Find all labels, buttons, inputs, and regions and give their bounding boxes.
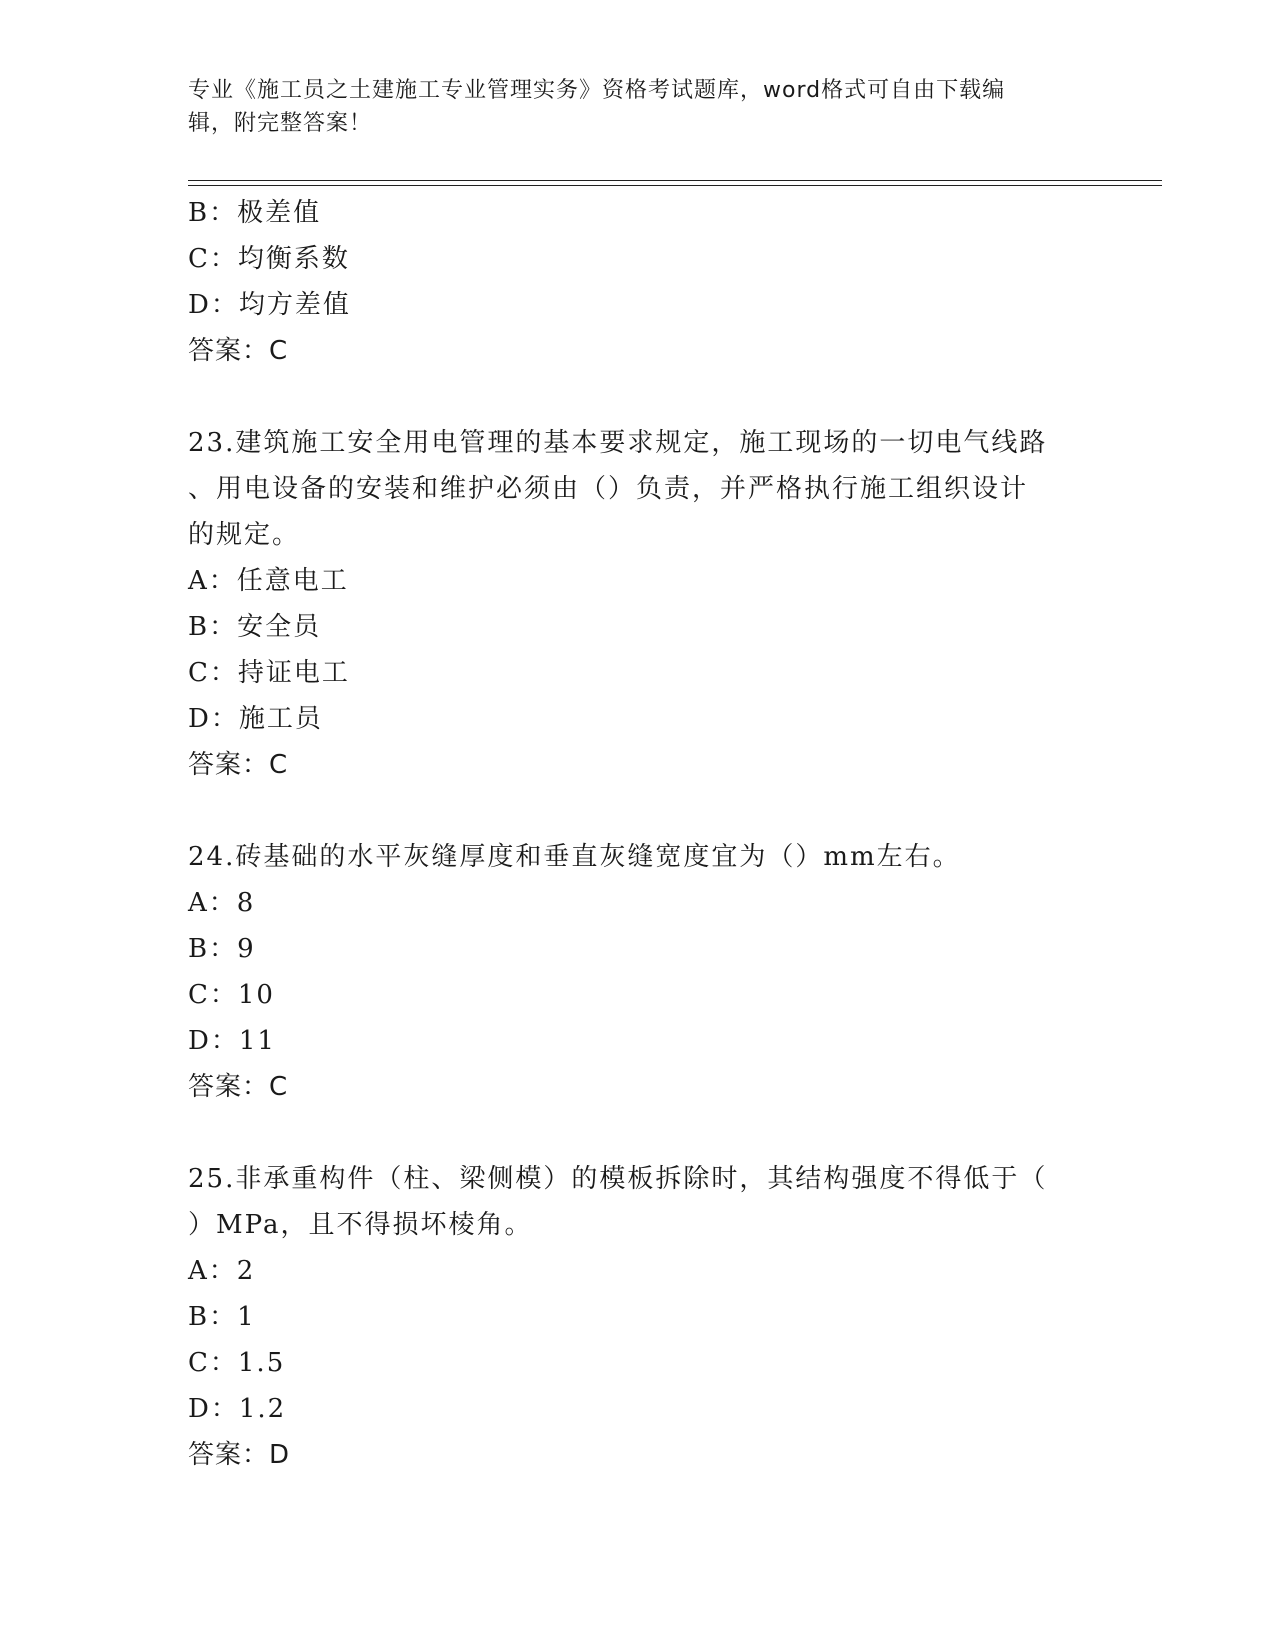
option-c: C：1.5 (188, 1348, 286, 1378)
question-text-line: 25.非承重构件（柱、梁侧模）的模板拆除时，其结构强度不得低于（ (188, 1164, 1048, 1194)
spacer (188, 788, 1088, 834)
answer-line: 答案：D (188, 1440, 291, 1470)
spacer (188, 374, 1088, 420)
spacer (188, 1110, 1088, 1156)
option-a: A：2 (188, 1256, 256, 1286)
option-d: D：均方差值 (188, 290, 351, 320)
option-a: A：8 (188, 888, 256, 918)
option-c: C：均衡系数 (188, 244, 350, 274)
question-23 (188, 420, 1088, 788)
option-d: D：1.2 (188, 1394, 287, 1424)
option-b: B：极差值 (188, 198, 322, 228)
option-b: B：9 (188, 934, 256, 964)
question-text-line: ）MPa，且不得损坏棱角。 (188, 1210, 533, 1240)
answer-line: 答案：C (188, 1072, 289, 1102)
question-text-line: 的规定。 (188, 520, 301, 550)
question-text-line: 23.建筑施工安全用电管理的基本要求规定，施工现场的一切电气线路 (188, 428, 1048, 458)
answer-line: 答案：C (188, 750, 289, 780)
option-c: C：持证电工 (188, 658, 350, 688)
document-header (188, 74, 1068, 140)
option-a: A：任意电工 (188, 566, 349, 596)
header-line-1: 专业《施工员之土建施工专业管理实务》资格考试题库，word格式可自由下载编 (188, 78, 1006, 103)
question-text-line: 24.砖基础的水平灰缝厚度和垂直灰缝宽度宜为（）mm左右。 (188, 842, 961, 872)
option-d: D：11 (188, 1026, 276, 1056)
question-list (188, 190, 1088, 1478)
option-c: C：10 (188, 980, 275, 1010)
header-divider-top (188, 180, 1162, 181)
answer-line: 答案：C (188, 336, 289, 366)
question-25 (188, 1156, 1088, 1478)
option-b: B：安全员 (188, 612, 322, 642)
question-24 (188, 834, 1088, 1110)
header-divider-bottom (188, 185, 1162, 186)
question-text-line: 、用电设备的安装和维护必须由（）负责，并严格执行施工组织设计 (188, 474, 1029, 504)
option-b: B：1 (188, 1302, 256, 1332)
header-line-2: 辑，附完整答案！ (188, 111, 373, 136)
option-d: D：施工员 (188, 704, 323, 734)
